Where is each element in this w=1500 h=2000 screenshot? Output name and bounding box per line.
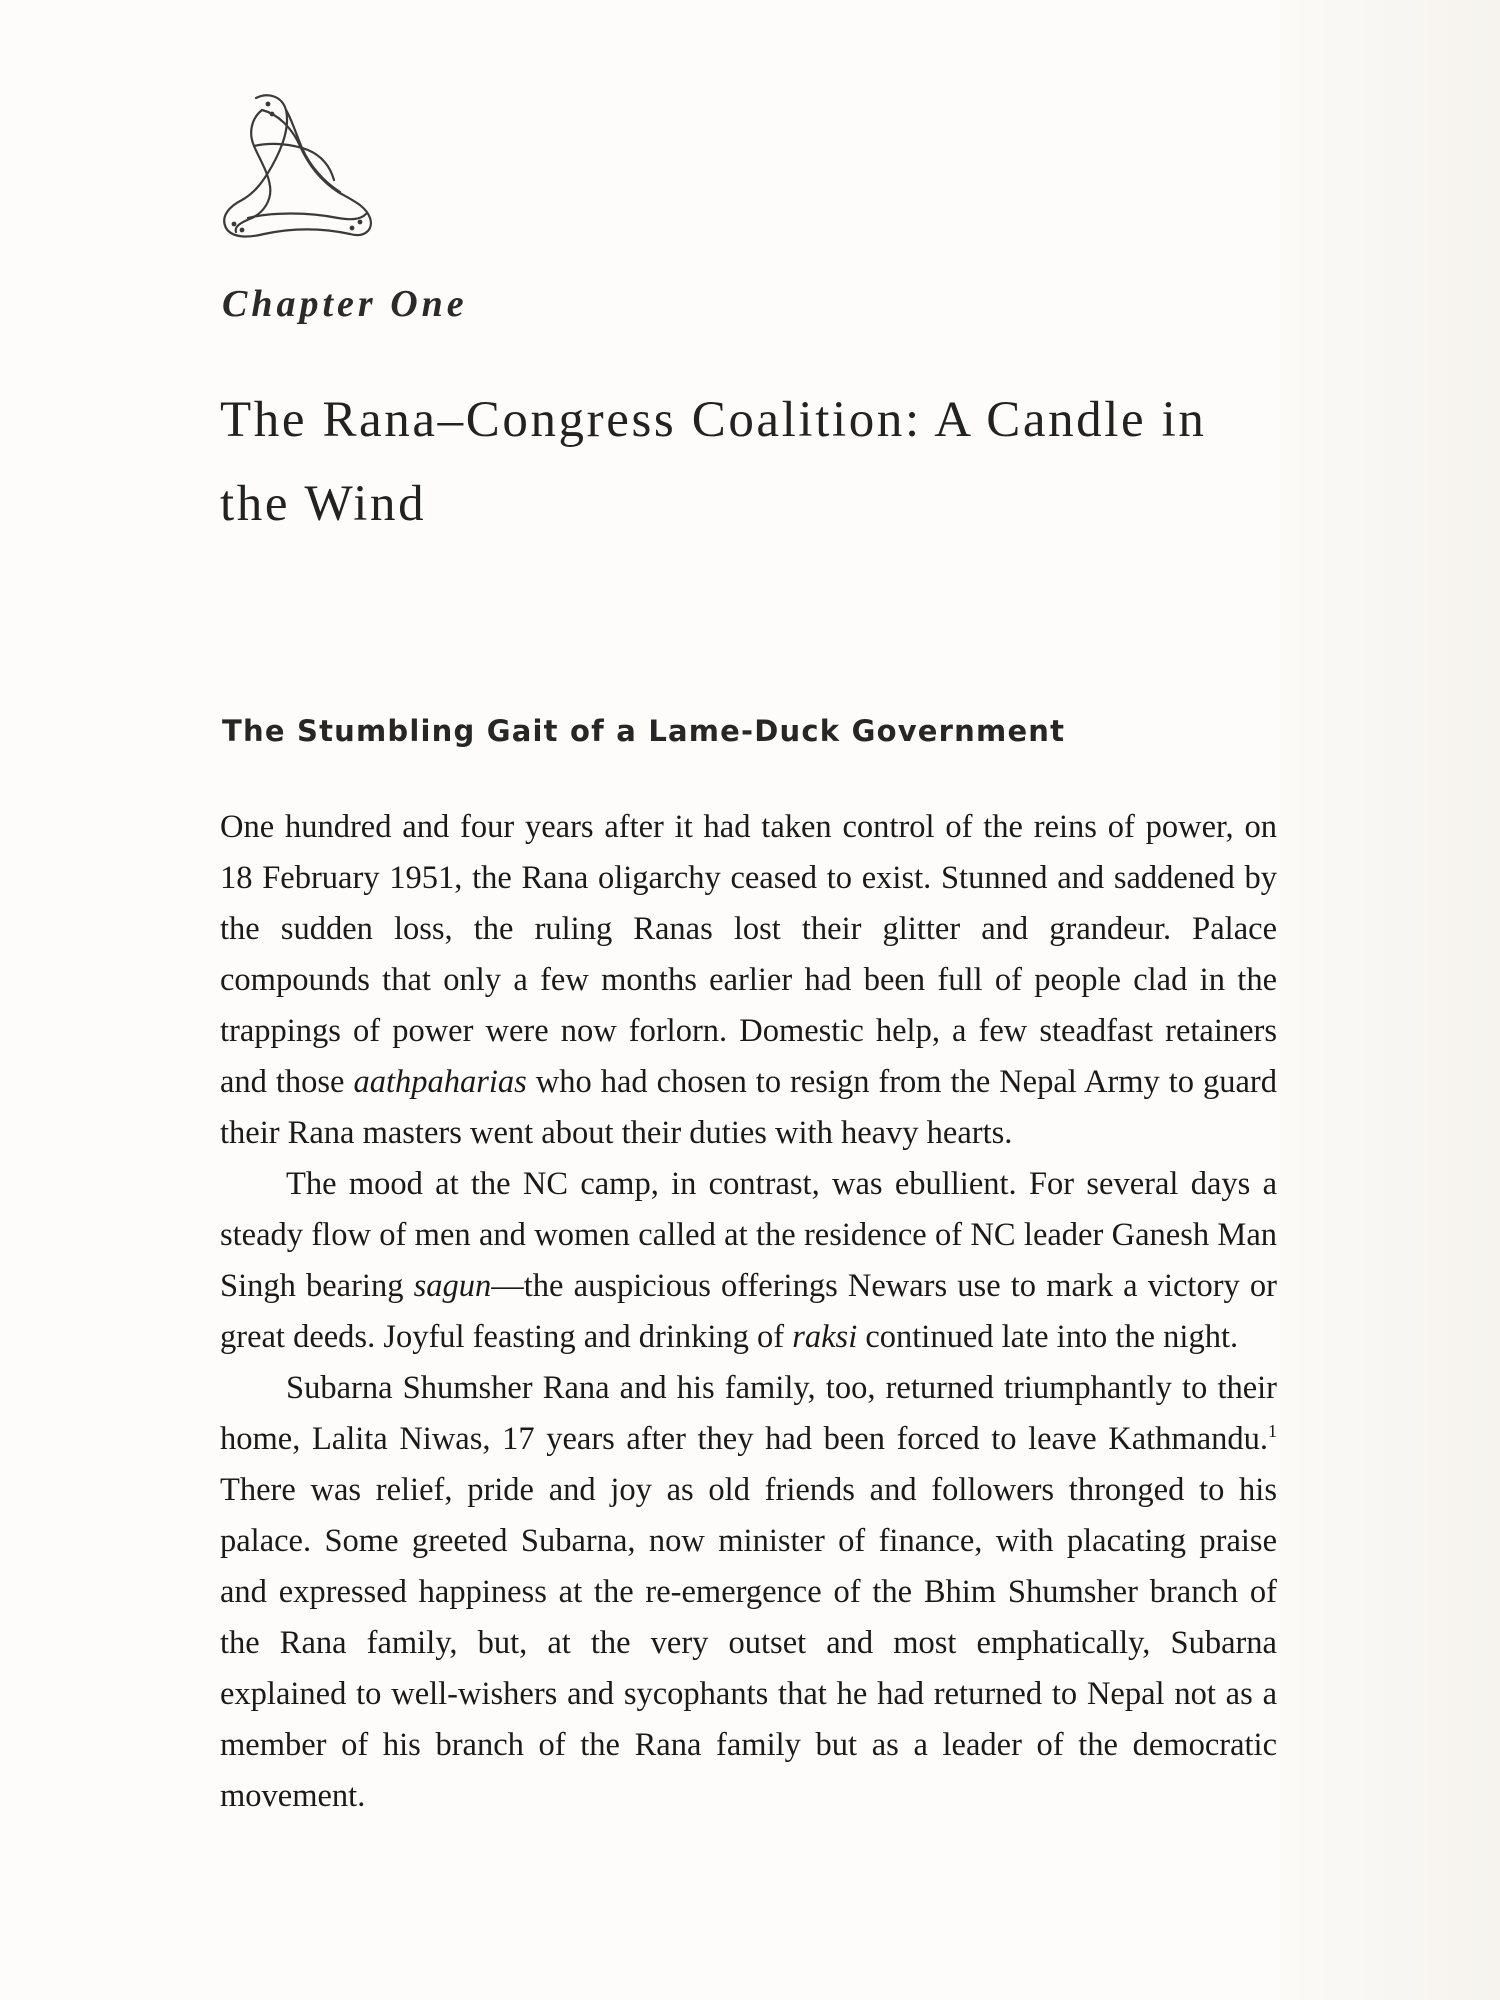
trefoil-knot-ornament-icon [212,88,380,248]
body-text [220,802,1277,1822]
paragraph-text: continued late into the night. [857,1319,1239,1355]
footnote-marker[interactable]: 1 [1268,1421,1277,1442]
paragraph-text: One hundred and four years after it had taken control of the reins of power, on 18 February 1951, the Rana oligarchy ceased to exist. Stunned and saddened by the sudden loss, the ruling Ranas lost their glitter and grandeur. Palace compounds that only a few months earlier had been full of people clad in the trappings of power were now forlorn. Domestic help, a few steadfast retainers and those [220,809,1277,1100]
paragraph-text: Subarna Shumsher Rana and his family, too, returned triumphantly to their home, Lalita Niwas, 17 years after they had been forced to leave Kathmandu. [220,1370,1277,1457]
paragraph-2 [220,1159,1277,1363]
facing-page-edge [1280,0,1500,2000]
paragraph-text: There was relief, pride and joy as old friends and followers thronged to his palace. Some greeted Subarna, now minister of finance, with placating praise and expressed happiness at the re-emergence of the Bhim Shumsher branch of the Rana family, but, at the very outset and most emphatically, Subarna explained to well-wishers and sycophants that he had returned to Nepal not as a member of his branch of the Rana family but as a leader of the democratic movement. [220,1472,1277,1814]
italic-term: raksi [792,1319,858,1355]
paragraph-text: who had chosen to resign from the Nepal Army to guard their Rana masters went about their duties with heavy hearts. [220,1064,1277,1151]
chapter-label: Chapter One [222,283,468,325]
chapter-title: The Rana–Congress Coalition: A Candle in the Wind [220,392,1207,532]
italic-term: sagun [413,1268,492,1304]
paragraph-1 [220,802,1277,1159]
section-heading: The Stumbling Gait of a Lame-Duck Government [222,714,1066,748]
paragraph-text: —the auspicious offerings Newars use to mark a victory or great deeds. Joyful feasting and drinking of [220,1268,1278,1355]
italic-term: aathpaharias [353,1064,527,1100]
paragraph-text: The mood at the NC camp, in contrast, was ebullient. For several days a steady flow of men and women called at the residence of NC leader Ganesh Man Singh bearing [220,1166,1277,1304]
paragraph-3 [220,1363,1277,1822]
